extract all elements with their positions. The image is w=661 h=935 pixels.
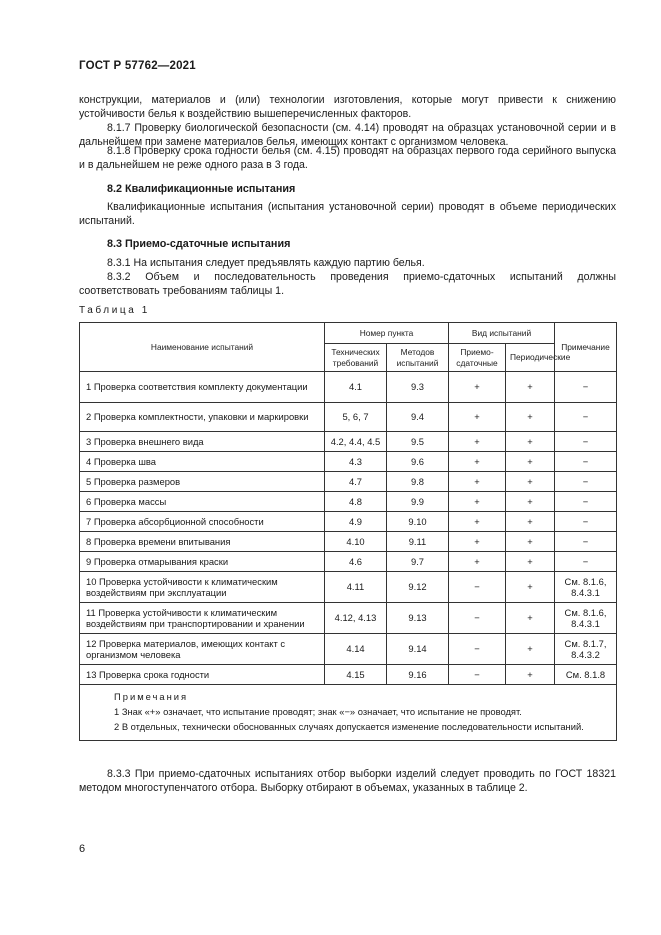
row-acceptance-mark: + <box>449 372 506 403</box>
row-test-name: 10 Проверка устойчивости к климатическим воздействиям при эксплуатации <box>80 572 325 603</box>
row-method-clause: 9.4 <box>387 403 449 432</box>
row-periodic-mark: + <box>506 452 555 472</box>
table-notes <box>80 685 617 741</box>
row-note: − <box>555 532 617 552</box>
table-row <box>80 403 617 432</box>
row-note: − <box>555 492 617 512</box>
table-row <box>80 603 617 634</box>
notes-title: Примечания <box>114 691 189 702</box>
row-test-name: 8 Проверка времени впитывания <box>80 532 325 552</box>
row-note: − <box>555 432 617 452</box>
page-number: 6 <box>79 843 86 855</box>
table-row <box>80 372 617 403</box>
row-note: − <box>555 472 617 492</box>
paragraph-continuation: конструкции, материалов и (или) технологии изготовления, которые могут привести к снижению устойчивости белья к воздействию вышеперечисленных факторов. <box>79 94 616 121</box>
row-note: − <box>555 452 617 472</box>
row-method-clause: 9.7 <box>387 552 449 572</box>
row-periodic-mark: + <box>506 634 555 665</box>
paragraph-8-1-7: 8.1.7 Проверку биологической безопасности (см. 4.14) проводят на образцах установочной серии и в дальнейшем при замене материалов белья, имеющих контакт с организмом человека. <box>79 122 616 149</box>
table-row <box>80 472 617 492</box>
paragraph-8-3-1: 8.3.1 На испытания следует предъявлять каждую партию белья. <box>107 257 425 269</box>
header-note: Примечание <box>555 323 617 372</box>
row-periodic-mark: + <box>506 665 555 685</box>
row-method-clause: 9.11 <box>387 532 449 552</box>
row-test-name: 6 Проверка массы <box>80 492 325 512</box>
row-acceptance-mark: − <box>449 603 506 634</box>
table-row <box>80 432 617 452</box>
header-periodic: Периодические <box>506 344 555 372</box>
row-tech-clause: 4.6 <box>325 552 387 572</box>
row-acceptance-mark: + <box>449 472 506 492</box>
row-tech-clause: 4.15 <box>325 665 387 685</box>
row-method-clause: 9.12 <box>387 572 449 603</box>
table-caption: Таблица 1 <box>79 305 150 316</box>
header-test-kind: Вид испытаний <box>449 323 555 344</box>
row-note: См. 8.1.8 <box>555 665 617 685</box>
row-test-name: 1 Проверка соответствия комплекту документации <box>80 372 325 403</box>
header-test-methods: Методов испытаний <box>387 344 449 372</box>
section-heading-8-2: 8.2 Квалификационные испытания <box>107 183 296 195</box>
row-method-clause: 9.6 <box>387 452 449 472</box>
row-tech-clause: 4.3 <box>325 452 387 472</box>
row-method-clause: 9.16 <box>387 665 449 685</box>
row-test-name: 9 Проверка отмарывания краски <box>80 552 325 572</box>
table-row <box>80 532 617 552</box>
row-test-name: 5 Проверка размеров <box>80 472 325 492</box>
paragraph-8-1-8: 8.1.8 Проверку срока годности белья (см. 4.15) проводят на образцах первого года серийного выпуска и в дальнейшем не реже одного раза в 3 года. <box>79 145 616 172</box>
row-method-clause: 9.8 <box>387 472 449 492</box>
row-periodic-mark: + <box>506 572 555 603</box>
note-1: 1 Знак «+» означает, что испытание проводят; знак «−» означает, что испытание не проводят. <box>114 706 522 717</box>
paragraph-8-2: Квалификационные испытания (испытания установочной серии) проводят в объеме периодических испытаний. <box>79 201 616 228</box>
tests-table <box>79 322 617 741</box>
row-method-clause: 9.14 <box>387 634 449 665</box>
row-acceptance-mark: + <box>449 532 506 552</box>
row-periodic-mark: + <box>506 492 555 512</box>
row-method-clause: 9.13 <box>387 603 449 634</box>
row-tech-clause: 4.9 <box>325 512 387 532</box>
row-tech-clause: 4.1 <box>325 372 387 403</box>
row-test-name: 13 Проверка срока годности <box>80 665 325 685</box>
row-method-clause: 9.9 <box>387 492 449 512</box>
table-row <box>80 492 617 512</box>
row-note: − <box>555 372 617 403</box>
section-heading-8-3: 8.3 Приемо-сдаточные испытания <box>107 238 291 250</box>
table-row <box>80 665 617 685</box>
row-note: − <box>555 512 617 532</box>
row-method-clause: 9.10 <box>387 512 449 532</box>
row-test-name: 12 Проверка материалов, имеющих контакт с организмом человека <box>80 634 325 665</box>
row-acceptance-mark: − <box>449 634 506 665</box>
row-note: См. 8.1.6, 8.4.3.1 <box>555 572 617 603</box>
table-row <box>80 512 617 532</box>
table-row <box>80 634 617 665</box>
paragraph-8-3-3: 8.3.3 При приемо-сдаточных испытаниях отбор выборки изделий следует проводить по ГОСТ 18321 методом многоступенчатого отбора. Выборку отбирают в объемах, указанных в таблице 2. <box>79 768 616 795</box>
row-tech-clause: 4.12, 4.13 <box>325 603 387 634</box>
row-tech-clause: 4.14 <box>325 634 387 665</box>
row-periodic-mark: + <box>506 512 555 532</box>
table-row <box>80 572 617 603</box>
row-note: См. 8.1.7, 8.4.3.2 <box>555 634 617 665</box>
row-test-name: 7 Проверка абсорбционной способности <box>80 512 325 532</box>
row-periodic-mark: + <box>506 552 555 572</box>
row-tech-clause: 5, 6, 7 <box>325 403 387 432</box>
header-technical-requirements: Технических требований <box>325 344 387 372</box>
row-method-clause: 9.5 <box>387 432 449 452</box>
row-periodic-mark: + <box>506 532 555 552</box>
note-2: 2 В отдельных, технически обоснованных случаях допускается изменение последовательности испытаний. <box>114 721 584 732</box>
row-note: См. 8.1.6, 8.4.3.1 <box>555 603 617 634</box>
document-header: ГОСТ Р 57762—2021 <box>79 60 196 72</box>
row-acceptance-mark: − <box>449 572 506 603</box>
table-row <box>80 452 617 472</box>
row-periodic-mark: + <box>506 403 555 432</box>
row-acceptance-mark: + <box>449 492 506 512</box>
row-method-clause: 9.3 <box>387 372 449 403</box>
row-note: − <box>555 403 617 432</box>
row-test-name: 4 Проверка шва <box>80 452 325 472</box>
row-test-name: 2 Проверка комплектности, упаковки и маркировки <box>80 403 325 432</box>
row-acceptance-mark: + <box>449 403 506 432</box>
row-tech-clause: 4.10 <box>325 532 387 552</box>
row-tech-clause: 4.11 <box>325 572 387 603</box>
header-acceptance: Приемо-сдаточные <box>449 344 506 372</box>
row-tech-clause: 4.7 <box>325 472 387 492</box>
row-acceptance-mark: + <box>449 432 506 452</box>
row-tech-clause: 4.8 <box>325 492 387 512</box>
row-periodic-mark: + <box>506 432 555 452</box>
row-test-name: 3 Проверка внешнего вида <box>80 432 325 452</box>
row-periodic-mark: + <box>506 472 555 492</box>
row-periodic-mark: + <box>506 372 555 403</box>
paragraph-8-3-2: 8.3.2 Объем и последовательность проведения приемо-сдаточных испытаний должны соответствовать требованиям таблицы 1. <box>79 271 616 298</box>
row-acceptance-mark: + <box>449 452 506 472</box>
header-clause-number: Номер пункта <box>325 323 449 344</box>
row-periodic-mark: + <box>506 603 555 634</box>
row-acceptance-mark: + <box>449 512 506 532</box>
row-note: − <box>555 552 617 572</box>
table-row <box>80 552 617 572</box>
row-acceptance-mark: − <box>449 665 506 685</box>
row-test-name: 11 Проверка устойчивости к климатическим воздействиям при транспортировании и хранении <box>80 603 325 634</box>
header-test-name: Наименование испытаний <box>80 323 325 372</box>
row-acceptance-mark: + <box>449 552 506 572</box>
row-tech-clause: 4.2, 4.4, 4.5 <box>325 432 387 452</box>
notes-row <box>80 685 617 741</box>
